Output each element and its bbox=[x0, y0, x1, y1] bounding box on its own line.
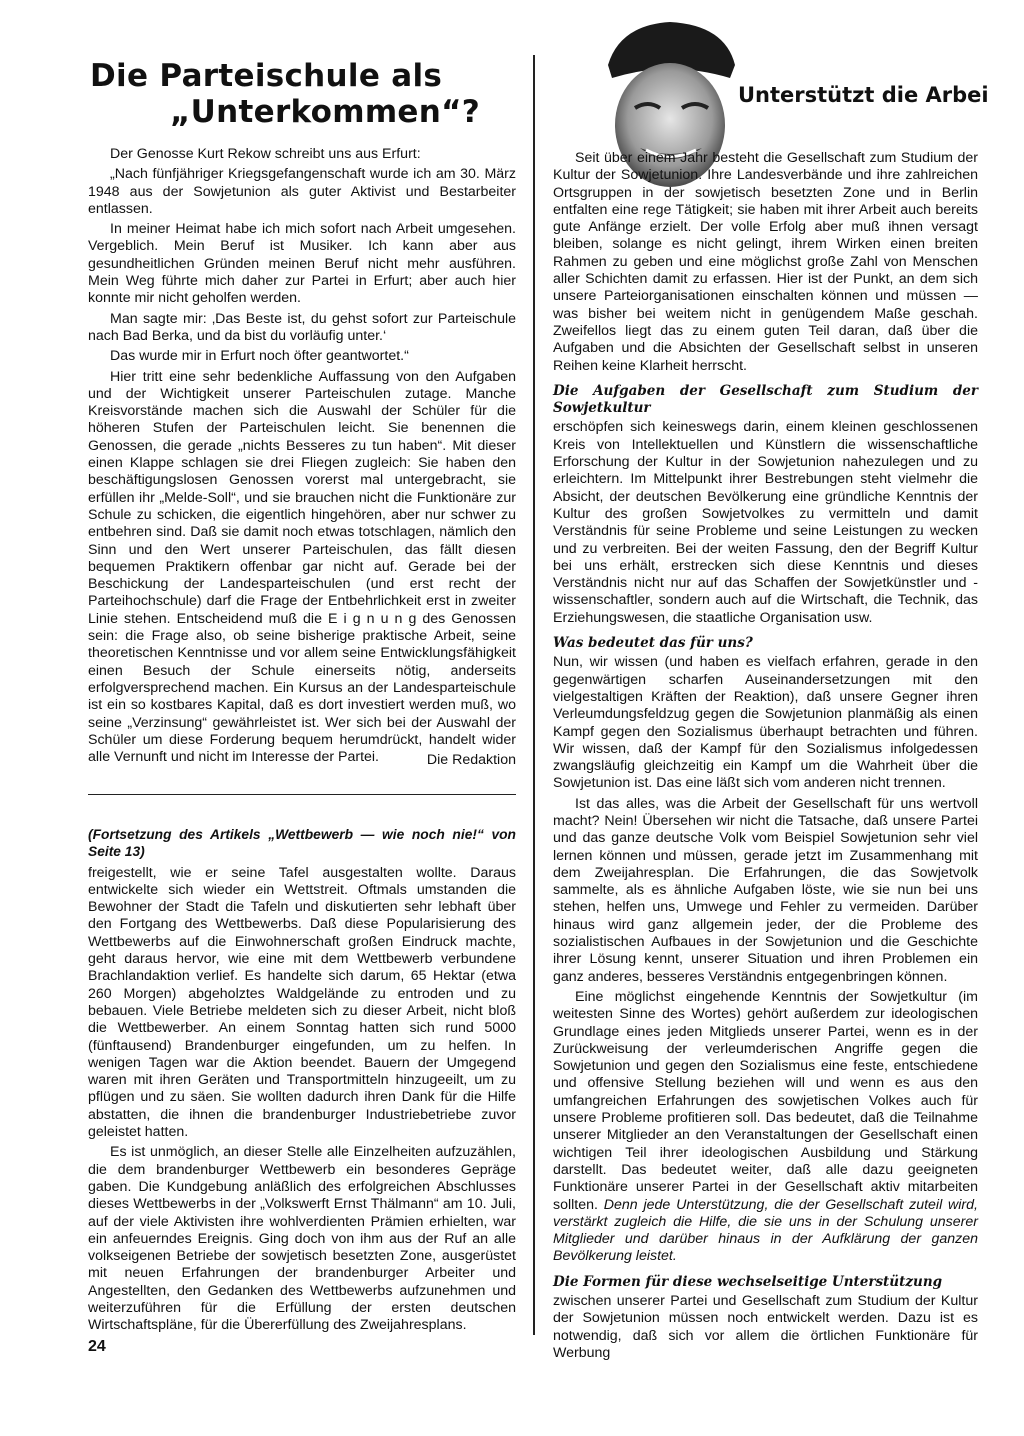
paragraph-text: Eine möglichst eingehende Kenntnis der Sowjetkultur (im weitesten Sinne des Wortes) gehört außerdem zur ideologischen Grundlage eines jeden Mitglieds unserer Partei, wenn es in der Zurückweisung der verleumderischen Angriffe gegen die Sowjetunion und gegen den Sozialismus eine feste, entschiedene und offensive Stellung beziehen will und wenn es aus den umfangreichen Erfahrungen des sowjetischen Volkes auch für unsere Probleme profitieren soll. Das bedeutet, daß die Teilnahme unserer Mitglieder an den Veranstaltungen der Gesellschaft einen wichtigen Teil ihrer ideologischen Ausbildung und Stärkung darstellt. Das bedeutet weiter, daß alle dazu geeigneten Funktionäre unserer Partei in der Gesellschaft aktiv mitarbeiten sollten. bbox=[553, 988, 978, 1213]
paragraph: Hier tritt eine sehr bedenkliche Auffassung von den Aufgaben und der Wichtigkeit unserer Parteischulen zutage. Manche Kreisvorstände machen sich die Auswahl der Schüler für die höheren Stufen der Parteischulen leicht. Sie benennen die Genossen, die gerade „nichts Besseres zu tun haben“. Mit dieser einen Klappe schlagen sie drei Fliegen zugleich: Sie haben den beschäftigungslosen Genossen vorerst mal untergebracht, sie erfüllen ihr „Melde-Soll“, und sie brauchen nicht die Funktionäre zur Schule zu schicken, die eigentlich hingehören, aber nur schwer zu entbehren sind. Daß sie damit noch etwas totschlagen, nämlich den Sinn und den Wert unserer Parteischulen, das fällt diesen bequemen Praktikern offenbar gar nicht auf. Gerade bei der Beschickung der Landesparteischulen (und erst recht der Parteihochschule) darf die Frage der Entbehrlichkeit erst in zweiter Linie stehen. Entscheidend muß die E i g n u n g des Genossen sein: die Frage also, ob seine bisherige praktische Arbeit, seine theoretischen Kenntnisse und vor allem seine Entwicklungsfähigkeit einen Besuch der Schule einerseits nötig, anderseits erfolgversprechend machen. Ein Kursus an der Landesparteischule ist ein so kostbares Kapital, daß es dort investiert werden muß, wo seine „Verzinsung“ gewährleistet ist. Wer sich bei der Auswahl der Schüler um diese Forderung bequem herumdrückt, handelt wider alle Vernunft und nicht im Interesse der Partei. bbox=[88, 368, 516, 766]
paragraph: erschöpfen sich keineswegs darin, einem kleinen geschlossenen Kreis von Intellektuellen und Künstlern die wissenschaftliche Erforschung der Kultur in der Sowjetunion nahezulegen und zu erleichtern. Im Mittelpunkt ihrer Bestrebungen steht vielmehr die Absicht, der deutschen Bevölkerung eine gründliche Kenntnis der Kultur des großen Sowjetvolkes zu vermitteln und damit Verständnis für seine Probleme und seine Leistungen zu wecken und zu verbreiten. Bei der weiten Fassung, den der Begriff Kultur bei uns erhält, erstrecken sich diese Kenntnis und dieses Verständnis nicht nur auf das Schaffen der Sowjetkünstler und -wissenschaftler, sondern auch auf die Wirtschaft, die Technik, das Erziehungswesen, die staatliche Organisation usw. bbox=[553, 419, 978, 626]
title-line-1: Die Parteischule als bbox=[90, 58, 443, 94]
paragraph: freigestellt, wie er seine Tafel ausgestalten wollte. Daraus entwickelte sich wieder ein Wettstreit. Oftmals umstanden die Bewohner der Stadt die Tafeln und diskutierten sehr lebhaft über den Fortgang des Wettbewerbs. Daß diese Popularisierung des Wettbewerbs auf die Einwohnerschaft großen Eindruck machte, geht daraus hervor, wie eine mit dem Wettbewerb verbundene Brachlandaktion verlief. Es handelte sich darum, 65 Hektar (etwa 260 Morgen) abgeholztes Waldgelände zu entroden und zu bebauen. Viele Betriebe meldeten sich zu dieser Arbeit, nicht bloß die Wettbewerber. An einem Sonntag hatten sich rund 5000 (fünftausend) Brandenburger eingefunden, um zu helfen. In wenigen Tagen war die Aktion beendet. Bauern der Umgegend waren mit ihren Geräten und Transportmitteln hinzugeeilt, um zu pflügen und zu säen. Sie wollten dadurch ihren Dank für die Hilfe abstatten, die ihnen die brandenburger Industriebetriebe zuvor geleistet hatten. bbox=[88, 864, 516, 1141]
paragraph bbox=[553, 989, 978, 1266]
paragraph: Das wurde mir in Erfurt noch öfter geantwortet.“ bbox=[110, 348, 409, 365]
paragraph: Ist das alles, was die Arbeit der Gesellschaft für uns wertvoll macht? Nein! Übersehen wir nicht die Tatsache, daß unsere Partei und das ganze deutsche Volk vom Beispiel Sowjetunion sehr viel lernen können und müssen, gerade jetzt im Zusammenhang mit dem Zweijahresplan. Die Erfahrungen, die das Sowjetvolk sammelte, als es ähnliche Aufgaben löste, wie sie nun bei uns stehen, helfen uns, Umwege und Fehler zu vermeiden. Darüber hinaus wird ganz allgemein jeder, der die Probleme des sozialistischen Aufbaues in der Sowjetunion und die Geschichte ihrer Lösung kennt, unserer Situation und ihren Problemen ein ganz anderes, besseres Verständnis entgegenbringen können. bbox=[553, 795, 978, 985]
subheading: Die Formen für diese wechselseitige Unterstützung bbox=[553, 1273, 943, 1290]
paragraph: In meiner Heimat habe ich mich sofort nach Arbeit umgesehen. Vergeblich. Mein Beruf ist Musiker. Ich kann aber aus gesundheitlichen Gründen meinen Beruf nicht mehr ausführen. Mein Weg führte mich daher zur Partei in Erfurt; aber auch hier konnte mir nicht geholfen werden. bbox=[88, 221, 516, 307]
article-title bbox=[90, 58, 520, 130]
paragraph: „Nach fünfjähriger Kriegsgefangenschaft wurde ich am 30. März 1948 aus der Sowjetunion als guter Aktivist und Bestarbeiter entlassen. bbox=[88, 166, 516, 217]
signature: Die Redaktion bbox=[426, 752, 516, 769]
subheading: Die Aufgaben der Gesellschaft zum Studium der Sowjetkultur bbox=[553, 382, 978, 417]
continuation-heading: (Fortsetzung des Artikels „Wettbewerb — wie noch nie!“ von Seite 13) bbox=[88, 827, 516, 860]
paragraph: Nun, wir wissen (und haben es vielfach erfahren, gerade in den gegenwärtigen scharfen Auseinandersetzungen mit den vielgestaltigen Kräften der Reaktion), daß unsere Gegner ihren Verleumdungsfeldzug gegen die Sowjetunion planmäßig als einen Kampf gegen den Sozialismus überhaupt betrachten und führen. Wir wissen, daß der Kampf für den Sozialismus infolgedessen zwangsläufig gleichzeitig ein Kampf um die Wahrheit über die Sowjetunion ist. Das eine läßt sich vom anderen nicht trennen. bbox=[553, 654, 978, 792]
paragraph: Es ist unmöglich, an dieser Stelle alle Einzelheiten aufzuzählen, die dem brandenburger Wettbewerb ein besonderes Gepräge gaben. Die Kundgebung anläßlich des erfolgreichen Abschlusses dieses Wettbewerbs in der „Volkswerft Ernst Thälmann“ am 10. Juli, auf der viele Aktivisten ihre wohlverdienten Prämien erhielten, war ein anfeuerndes Ereignis. Ging doch von ihm aus der Ruf an alle volkseigenen Betriebe der sowjetisch besetzten Zone, ausgerüstet mit neuen Erfahrungen der brandenburger Arbeiter und Angestellten, den Gedanken des Wettbewerbs aufzunehmen und weiterzuführen für die Erfüllung der ersten deutschen Wirtschaftspläne, für die Übererfüllung des Zweijahresplans. bbox=[88, 1144, 516, 1334]
title-line-2: „Unterkommen“? bbox=[170, 94, 481, 130]
paragraph: zwischen unserer Partei und Gesellschaft zum Studium der Kultur der Sowjetunion müssen noch entwickelt werden. Dazu ist es notwendig, daß sich vor allem die örtlichen Funktionäre für Werbung bbox=[553, 1293, 978, 1361]
left-article-body bbox=[88, 146, 516, 773]
right-article-title: Unterstützt die Arbei bbox=[738, 83, 989, 107]
column-divider bbox=[533, 55, 535, 1335]
subheading: Was bedeutet das für uns? bbox=[553, 635, 753, 652]
paragraph: Seit über einem Jahr besteht die Gesellschaft zum Studium der Kultur der Sowjetunion. Ihre Landesverbände und ihre zahlreichen Ortsgruppen in der sowjetisch besetzten Zone und in Berlin entfalten eine rege Tätigkeit; sie haben mit ihrer Arbeit auch bereits gute Anfänge erzielt. Der volle Erfolg aber muß ihnen versagt bleiben, solange es nicht gelingt, ihrem Wirken einen breiten Rahmen zu geben und eine möglichst große Zahl von Menschen aller Schichten damit zu erfassen. Hier ist der Punkt, an dem sich unsere Parteiorganisationen einschalten können und müssen — was bisher bei weitem nicht in genügendem Maße geschah. Zweifellos liegt das zu einem guten Teil daran, daß über die Aufgaben und die Absichten der Gesellschaft selbst in unseren Reihen keine Klarheit herrscht. bbox=[553, 150, 978, 374]
paragraph: Man sagte mir: ‚Das Beste ist, du gehst sofort zur Parteischule nach Bad Berka, und da bist du vorläufig unter.‘ bbox=[88, 310, 516, 344]
emphasis-text: Denn jede Unterstützung, die der Gesellschaft zuteil wird, verstärkt zugleich die Hilfe, die sie uns in der Schulung unserer Mitglieder und darüber hinaus in der Aufklärung der ganzen Bevölkerung leistet. bbox=[553, 1196, 978, 1265]
continuation-body bbox=[88, 826, 516, 1338]
right-article-body bbox=[553, 150, 978, 1365]
intro-paragraph: Der Genosse Kurt Rekow schreibt uns aus Erfurt: bbox=[110, 146, 421, 162]
section-divider bbox=[88, 794, 516, 795]
page-number: 24 bbox=[88, 1338, 106, 1355]
